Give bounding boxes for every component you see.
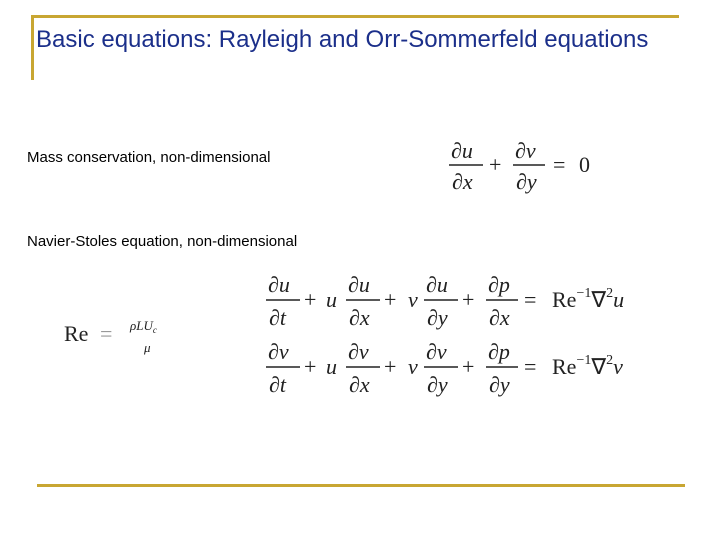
svg-text:+: + xyxy=(462,287,475,312)
svg-text:∂y: ∂y xyxy=(427,372,448,397)
svg-text:+: + xyxy=(384,354,397,379)
svg-text:∂p: ∂p xyxy=(488,339,510,364)
dv-num: ∂v xyxy=(515,138,536,163)
du-num: ∂u xyxy=(451,138,473,163)
svg-text:∂y: ∂y xyxy=(427,305,448,330)
continuity-equation xyxy=(445,132,605,198)
dy-den: ∂y xyxy=(516,169,537,194)
momentum-u-equation xyxy=(262,265,657,335)
svg-text:+: + xyxy=(304,287,317,312)
mass-conservation-label: Mass conservation, non-dimensional xyxy=(27,149,271,166)
svg-text:∂x: ∂x xyxy=(349,372,370,397)
svg-text:∂t: ∂t xyxy=(269,305,286,330)
navier-stokes-label: Navier-Stoles equation, non-dimensional xyxy=(27,233,298,250)
svg-text:∂x: ∂x xyxy=(489,305,510,330)
svg-text:∂u: ∂u xyxy=(348,272,370,297)
plus-sign: + xyxy=(489,152,502,177)
slide-title: Basic equations: Rayleigh and Orr-Sommerfeld equations xyxy=(36,26,649,53)
momentum-v-equation xyxy=(262,332,657,402)
reynolds-definition xyxy=(64,312,194,362)
svg-text:∂u: ∂u xyxy=(268,272,290,297)
re-equals: = xyxy=(100,321,113,346)
svg-text:∂v: ∂v xyxy=(348,339,369,364)
re-symbol: Re xyxy=(64,321,89,346)
bottom-rule xyxy=(37,484,685,487)
equals-sign: = xyxy=(553,152,566,177)
svg-text:+: + xyxy=(304,354,317,379)
re-denominator: μ xyxy=(144,340,151,355)
svg-text:∂p: ∂p xyxy=(488,272,510,297)
svg-text:∂v: ∂v xyxy=(268,339,289,364)
re-numerator: ρLU$_c$ xyxy=(130,318,157,335)
top-rule xyxy=(31,15,679,18)
svg-text:∂v: ∂v xyxy=(426,339,447,364)
svg-text:=: = xyxy=(524,354,537,379)
left-rule xyxy=(31,15,34,80)
svg-text:v: v xyxy=(408,354,418,379)
svg-text:+: + xyxy=(462,354,475,379)
svg-text:+: + xyxy=(384,287,397,312)
dx-den: ∂x xyxy=(452,169,473,194)
zero: 0 xyxy=(579,152,590,177)
svg-text:=: = xyxy=(524,287,537,312)
svg-text:v: v xyxy=(408,287,418,312)
svg-text:∂y: ∂y xyxy=(489,372,510,397)
svg-text:Re−1∇2u: $Re^{-1}\nabla^2u$ xyxy=(552,286,625,312)
svg-text:∂x: ∂x xyxy=(349,305,370,330)
svg-text:∂u: ∂u xyxy=(426,272,448,297)
svg-text:∂t: ∂t xyxy=(269,372,286,397)
svg-text:u: u xyxy=(326,287,337,312)
svg-text:u: u xyxy=(326,354,337,379)
svg-text:Re−1∇2v: $Re^{-1}\nabla^2v$ xyxy=(552,353,623,379)
